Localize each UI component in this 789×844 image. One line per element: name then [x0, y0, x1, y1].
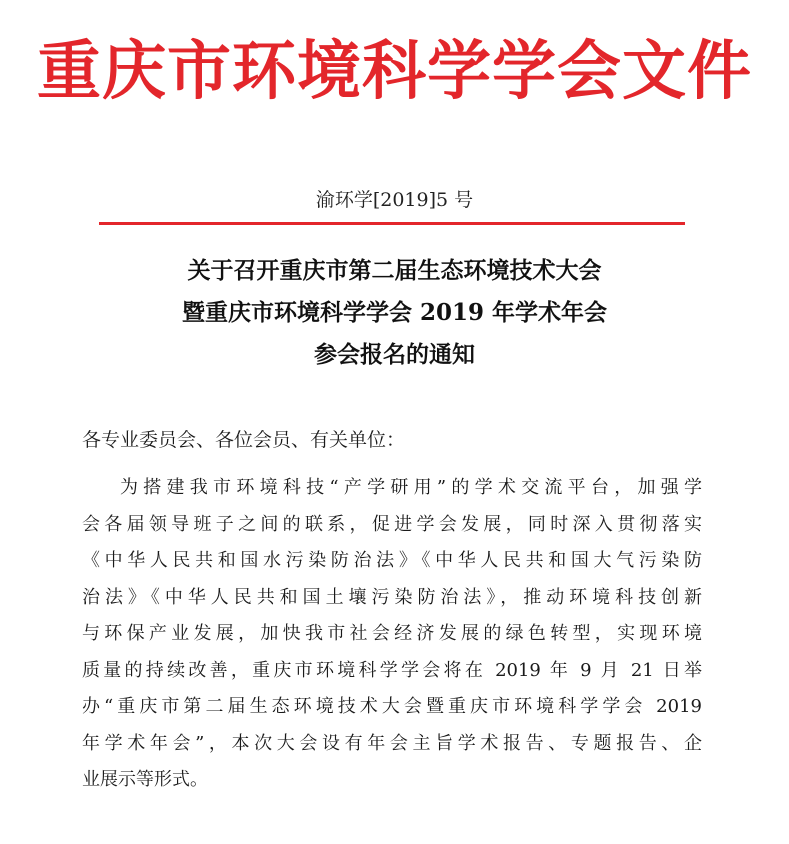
- notice-body: [82, 476, 702, 805]
- document-number: 渝环学[2019]5 号: [315, 189, 474, 211]
- body-line: 办“重庆市第二届生态环境技术大会暨重庆市环境科学学会 2019: [82, 696, 702, 717]
- notice-title-line: 暨重庆市环境科学学会 2019 年学术年会: [181, 299, 608, 326]
- body-line: 与环保产业发展，加快我市社会经济发展的绿色转型，实现环境: [82, 623, 702, 644]
- notice-title-line: 参会报名的通知: [314, 341, 475, 368]
- notice-title: [0, 250, 789, 376]
- red-divider-rule: [99, 222, 685, 225]
- letterhead-title: 重庆市环境科学学会文件: [37, 35, 752, 109]
- notice-title-line: 关于召开重庆市第二届生态环境技术大会: [187, 257, 602, 284]
- body-line: 会各届领导班子之间的联系，促进学会发展，同时深入贯彻落实: [82, 513, 702, 535]
- body-line: 业展示等形式。: [82, 769, 208, 790]
- body-line: 《中华人民共和国水污染防治法》《中华人民共和国大气污染防: [82, 550, 702, 571]
- body-line: 质量的持续改善，重庆市环境科学学会将在 2019 年 9 月 21 日举: [82, 659, 702, 681]
- body-line: 年学术年会”，本次大会设有年会主旨学术报告、专题报告、企: [82, 732, 702, 754]
- body-line: 为搭建我市环境科技“产学研用”的学术交流平台，加强学: [120, 477, 702, 498]
- salutation: 各专业委员会、各位会员、有关单位：: [82, 429, 406, 451]
- body-line: 治法》《中华人民共和国土壤污染防治法》，推动环境科技创新: [82, 586, 702, 608]
